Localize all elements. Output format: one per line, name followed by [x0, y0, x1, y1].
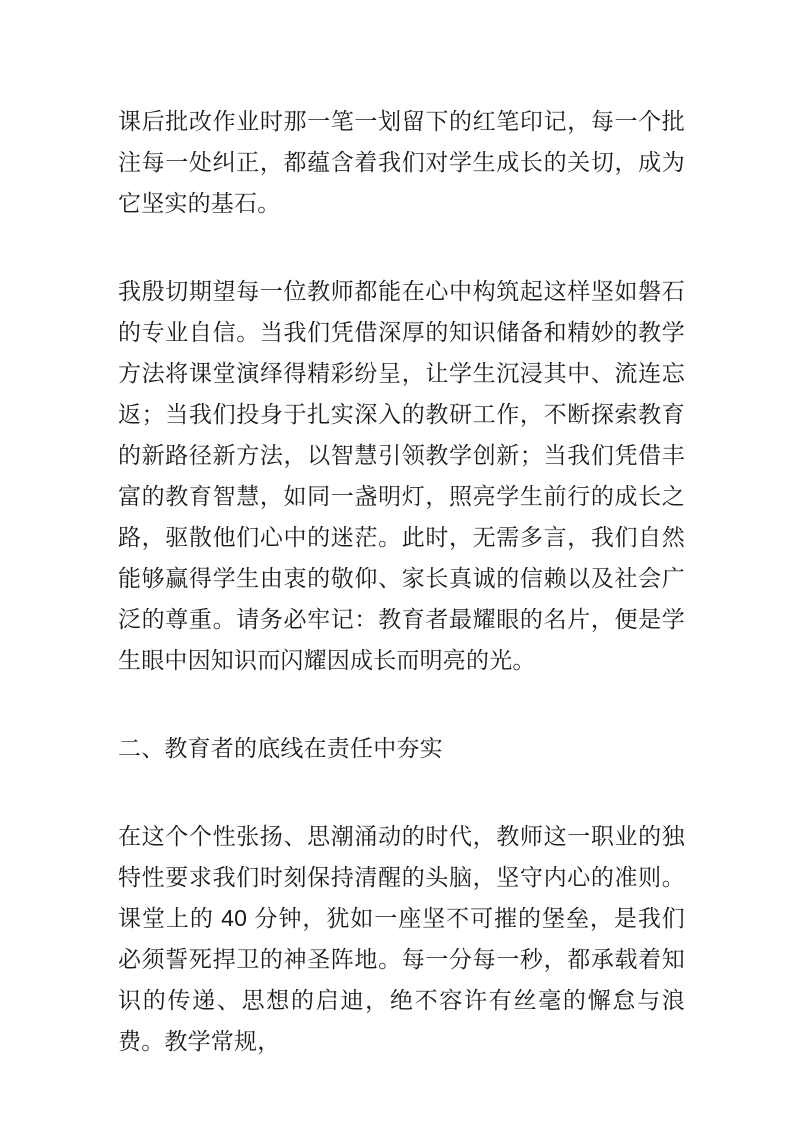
section-heading: 二、教育者的底线在责任中夯实 — [118, 735, 443, 761]
body-paragraph-3: 在这个个性张扬、思潮涌动的时代，教师这一职业的独特性要求我们时刻保持清醒的头脑，坚守内心的准则。课堂上的 40 分钟，犹如一座坚不可摧的堡垒，是我们必须誓死捍卫的神圣阵地。每一分每一秒，都承载着知识的传递、思想的启迪，绝不容许有丝毫的懈怠与浪费。教学常规， — [118, 823, 685, 1054]
body-paragraph-2: 我殷切期望每一位教师都能在心中构筑起这样坚如磐石的专业自信。当我们凭借深厚的知识储备和精妙的教学方法将课堂演绎得精彩纷呈，让学生沉浸其中、流连忘返；当我们投身于扎实深入的教研工作，不断探索教育的新路径新方法，以智慧引领教学创新；当我们凭借丰富的教育智慧，如同一盏明灯，照亮学生前行的成长之路，驱散他们心中的迷茫。此时，无需多言，我们自然能够赢得学生由衷的敬仰、家长真诚的信赖以及社会广泛的尊重。请务必牢记：教育者最耀眼的名片，便是学生眼中因知识而闪耀因成长而明亮的光。 — [118, 278, 685, 673]
body-paragraph-1: 课后批改作业时那一笔一划留下的红笔印记，每一个批注每一处纠正，都蕴含着我们对学生成长的关切，成为它坚实的基石。 — [118, 108, 685, 216]
